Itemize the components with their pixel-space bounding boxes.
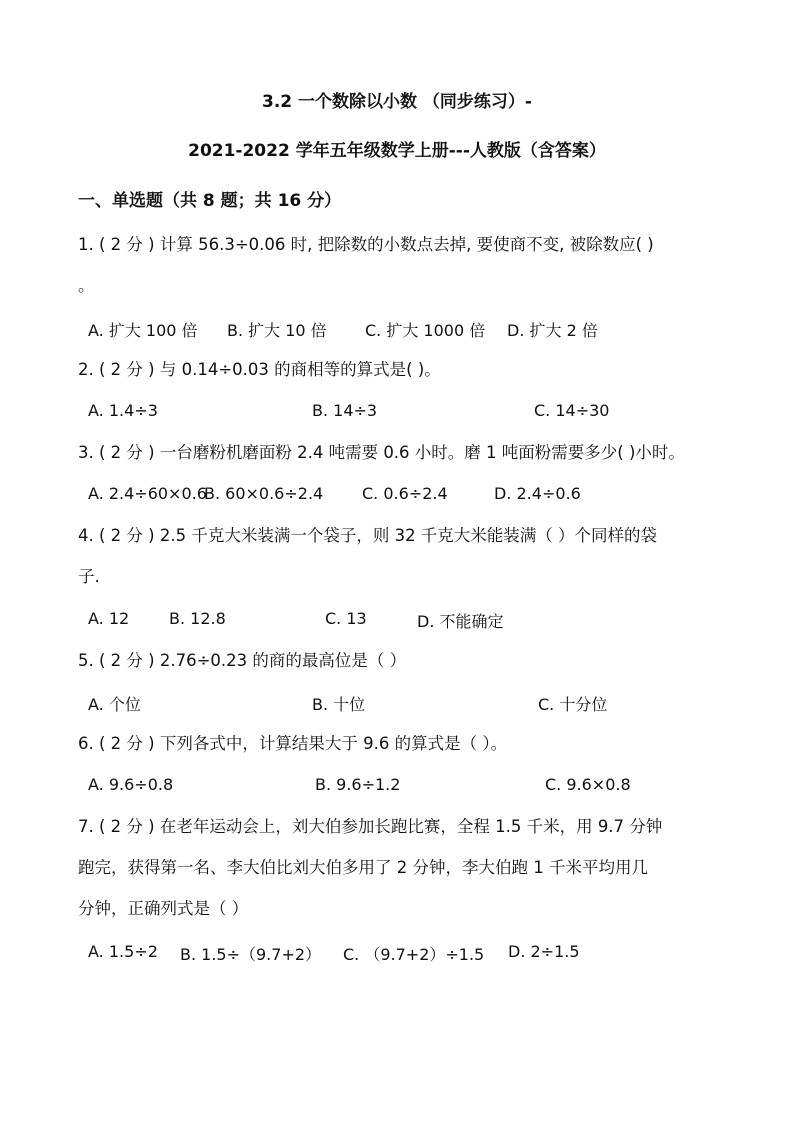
option-b[interactable]: B. 十位	[312, 695, 366, 714]
option-a[interactable]: A. 1.5÷2	[88, 942, 158, 961]
question-5-text: 5. ( 2 分 ) 2.76÷0.23 的商的最高位是（ ）	[78, 651, 407, 670]
question-1	[78, 224, 728, 306]
question-7-text-cont: 跑完，获得第一名、李大伯比刘大伯多用了 2 分钟，李大伯跑 1 千米平均用几	[78, 858, 648, 877]
option-c[interactable]: C. 0.6÷2.4	[362, 484, 448, 503]
question-1-options	[88, 318, 748, 342]
option-d[interactable]: D. 不能确定	[417, 612, 504, 631]
option-c[interactable]: C. 14÷30	[534, 401, 610, 420]
option-a[interactable]: A. 12	[88, 609, 130, 628]
option-b[interactable]: B. 扩大 10 倍	[227, 321, 327, 340]
option-c[interactable]: C. （9.7+2）÷1.5	[343, 945, 485, 964]
question-4-text: 4. ( 2 分 ) 2.5 千克大米装满一个袋子，则 32 千克大米能装满（ ）个同样的袋	[78, 526, 658, 545]
question-5	[78, 640, 728, 681]
question-1-text: 1. ( 2 分 ) 计算 56.3÷0.06 时, 把除数的小数点去掉, 要使商不变, 被除数应( )	[78, 235, 654, 254]
option-a[interactable]: A. 扩大 100 倍	[88, 321, 198, 340]
question-5-options	[88, 692, 748, 716]
option-d[interactable]: D. 扩大 2 倍	[507, 321, 598, 340]
option-d[interactable]: D. 2÷1.5	[508, 942, 580, 961]
question-4-text-cont: 子.	[78, 567, 100, 586]
question-3-text: 3. ( 2 分 ) 一台磨粉机磨面粉 2.4 吨需要 0.6 小时。磨 1 吨面粉需要多少( )小时。	[78, 443, 685, 462]
question-7-text-cont2: 分钟，正确列式是（ ）	[78, 899, 249, 918]
option-a[interactable]: A. 个位	[88, 695, 141, 714]
document-title: 3.2 一个数除以小数 （同步练习）-	[261, 92, 532, 112]
question-3	[78, 432, 728, 473]
question-1-text-cont: 。	[78, 276, 95, 295]
option-b[interactable]: B. 9.6÷1.2	[315, 775, 401, 794]
question-4-options	[88, 609, 748, 633]
option-b[interactable]: B. 12.8	[169, 609, 226, 628]
question-2-text: 2. ( 2 分 ) 与 0.14÷0.03 的商相等的算式是( )。	[78, 360, 441, 379]
question-7-text: 7. ( 2 分 ) 在老年运动会上，刘大伯参加长跑比赛，全程 1.5 千米，用 9.7 分钟	[78, 817, 663, 836]
option-c[interactable]: C. 9.6×0.8	[545, 775, 631, 794]
question-6-text: 6. ( 2 分 ) 下列各式中，计算结果大于 9.6 的算式是（ ）。	[78, 734, 508, 753]
question-4	[78, 515, 728, 597]
section-heading: 一、单选题（共 8 题；共 16 分）	[78, 191, 342, 211]
option-a[interactable]: A. 9.6÷0.8	[88, 775, 174, 794]
document-subtitle: 2021-2022 学年五年级数学上册---人教版（含答案）	[188, 141, 606, 161]
option-c[interactable]: C. 十分位	[538, 695, 608, 714]
question-2	[78, 349, 728, 390]
question-2-options	[88, 401, 748, 425]
question-7	[78, 806, 728, 929]
option-c[interactable]: C. 13	[325, 609, 367, 628]
option-b[interactable]: B. 14÷3	[312, 401, 378, 420]
option-b[interactable]: B. 60×0.6÷2.4	[204, 484, 324, 503]
question-3-options	[88, 484, 748, 508]
question-7-options	[88, 942, 748, 966]
option-a[interactable]: A. 1.4÷3	[88, 401, 158, 420]
option-d[interactable]: D. 2.4÷0.6	[494, 484, 581, 503]
option-b[interactable]: B. 1.5÷（9.7+2）	[180, 945, 322, 964]
option-c[interactable]: C. 扩大 1000 倍	[365, 321, 486, 340]
question-6	[78, 723, 728, 764]
option-a[interactable]: A. 2.4÷60×0.6	[88, 484, 207, 503]
question-6-options	[88, 775, 748, 799]
